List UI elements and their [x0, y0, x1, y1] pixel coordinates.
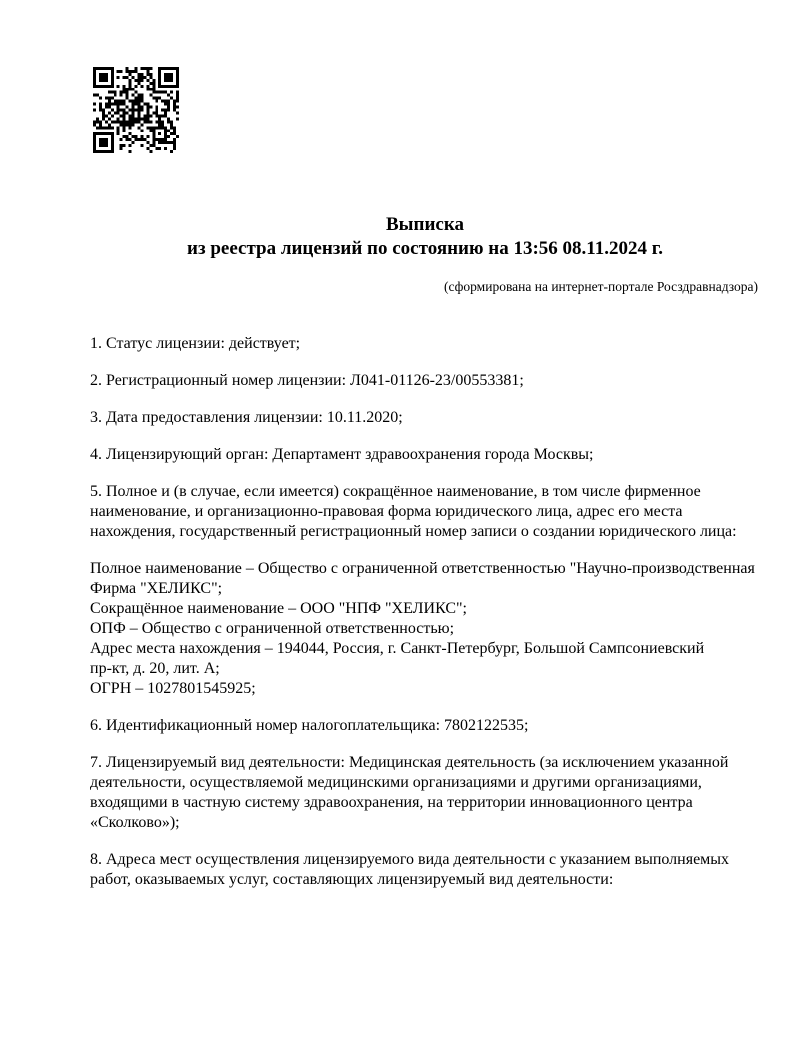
title-line-2: из реестра лицензий по состоянию на 13:56 08.11.2024 г. — [187, 238, 663, 259]
paragraph-line: наименование, и организационно-правовая форма юридического лица, адрес его места — [90, 503, 683, 520]
paragraph-line: нахождения, государственный регистрационный номер записи о создании юридического лица: — [90, 523, 737, 540]
paragraph-line: Фирма "ХЕЛИКС"; — [90, 580, 223, 597]
paragraph-line: 3. Дата предоставления лицензии: 10.11.2020; — [90, 409, 403, 426]
paragraph-line: входящими в частную систему здравоохранения, на территории инновационного центра — [90, 794, 693, 811]
paragraph — [90, 850, 762, 890]
paragraph-line: 8. Адреса мест осуществления лицензируемого вида деятельности с указанием выполняемых — [90, 851, 730, 868]
paragraph-line: Полное наименование – Общество с ограниченной ответственностью "Научно-производственная — [90, 560, 755, 577]
paragraph-line: пр-кт, д. 20, лит. А; — [90, 660, 220, 677]
paragraph — [90, 445, 762, 465]
paragraph-line: 7. Лицензируемый вид деятельности: Медицинская деятельность (за исключением указанной — [90, 754, 729, 771]
paragraph — [90, 559, 762, 699]
paragraph — [90, 753, 762, 833]
paragraph-line: 6. Идентификационный номер налогоплательщика: 7802122535; — [90, 717, 529, 734]
paragraph-line: «Сколково»); — [90, 814, 180, 831]
paragraph-line: Сокращённое наименование – ООО "НПФ "ХЕЛИКС"; — [90, 600, 467, 617]
document-subtitle: (сформирована на интернет-портале Росздравнадзора) — [443, 279, 758, 294]
paragraph — [90, 334, 762, 354]
paragraph — [90, 408, 762, 428]
paragraph-line: ОПФ – Общество с ограниченной ответственностью; — [90, 620, 455, 637]
paragraph-line: 2. Регистрационный номер лицензии: Л041-01126-23/00553381; — [90, 372, 524, 389]
qr-code-icon — [93, 67, 179, 153]
paragraph-line: 1. Статус лицензии: действует; — [90, 335, 301, 352]
title-line-1: Выписка — [386, 214, 464, 235]
document-title — [90, 213, 760, 261]
paragraph — [90, 371, 762, 391]
paragraph-line: 4. Лицензирующий орган: Департамент здравоохранения города Москвы; — [90, 446, 594, 463]
paragraph-line: деятельности, осуществляемой медицинскими организациями и другими организациями, — [90, 774, 702, 791]
document-body — [90, 334, 762, 907]
qr-code-image — [93, 67, 179, 153]
paragraph-line: Адрес места нахождения – 194044, Россия, г. Санкт-Петербург, Большой Сампсониевский — [90, 640, 705, 657]
paragraph-line: работ, оказываемых услуг, составляющих лицензируемый вид деятельности: — [90, 871, 614, 888]
paragraph-line: ОГРН – 1027801545925; — [90, 680, 256, 697]
paragraph — [90, 716, 762, 736]
paragraph — [90, 482, 762, 542]
paragraph-line: 5. Полное и (в случае, если имеется) сокращённое наименование, в том числе фирменное — [90, 483, 701, 500]
